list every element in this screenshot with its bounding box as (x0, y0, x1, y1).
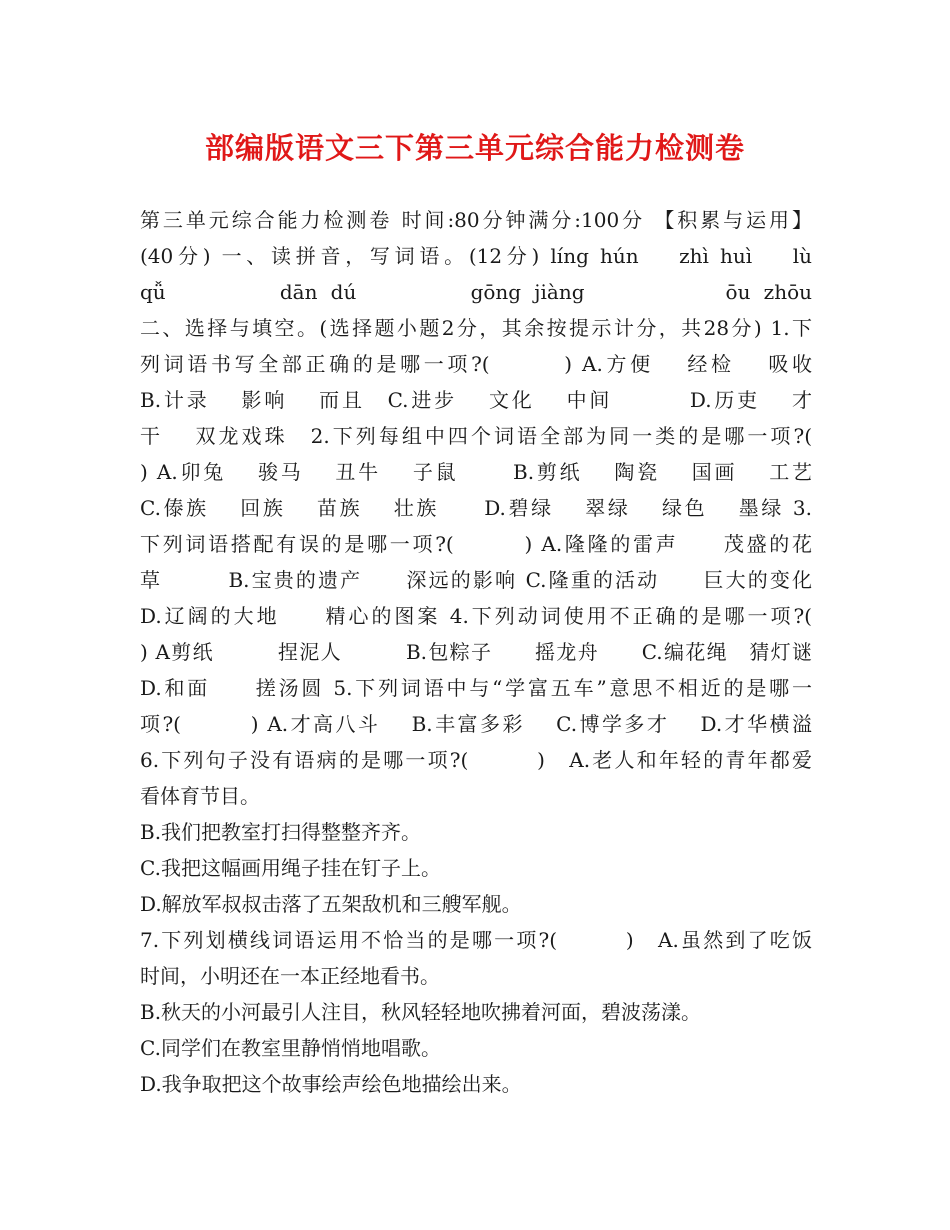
text-line: B.我们把教室打扫得整整齐齐。 (140, 820, 422, 844)
text-line: D.我争取把这个故事绘声绘色地描绘出来。 (140, 1072, 522, 1096)
text-line: 干 双龙戏珠 2.下列每组中四个词语全部为同一类的是哪一项?( (140, 424, 812, 448)
text-line: 第三单元综合能力检测卷 时间:80分钟满分:100分 【积累与运用】 (140, 208, 812, 232)
text-line: 下列词语搭配有误的是哪一项?( ) A.隆隆的雷声 茂盛的花 (140, 532, 812, 556)
text-line: D.辽阔的大地 精心的图案 4.下列动词使用不正确的是哪一项?( (140, 604, 812, 628)
text-line: 6.下列句子没有语病的是哪一项?( ) A.老人和年轻的青年都爱 (140, 748, 812, 772)
text-line: ) A.卯兔 骏马 丑牛 子鼠 B.剪纸 陶瓷 国画 工艺 (140, 460, 812, 484)
text-line: 列词语书写全部正确的是哪一项?( ) A.方便 经检 吸收 (140, 352, 812, 376)
text-line: ) A剪纸 捏泥人 B.包粽子 摇龙舟 C.编花绳 猜灯谜 (140, 640, 812, 664)
text-line: 7.下列划横线词语运用不恰当的是哪一项?( ) A.虽然到了吃饭 (140, 928, 812, 952)
text-line: C.同学们在教室里静悄悄地唱歌。 (140, 1036, 441, 1060)
text-line: B.秋天的小河最引人注目，秋风轻轻地吹拂着河面，碧波荡漾。 (140, 1000, 702, 1024)
text-line: 看体育节目。 (140, 784, 260, 808)
text-line: D.和面 搓汤圆 5.下列词语中与“学富五车”意思不相近的是哪一 (140, 676, 812, 700)
text-line: C.我把这幅画用绳子挂在钉子上。 (140, 856, 441, 880)
text-line: (40分) 一、读拼音，写词语。(12分) líng hún zhì huì lù (140, 244, 812, 268)
text-line: B.计录 影响 而且 C.进步 文化 中间 D.历吏 才 (140, 388, 812, 412)
text-line: 项?( ) A.才高八斗 B.丰富多彩 C.博学多才 D.才华横溢 (140, 712, 812, 736)
text-line: 草 B.宝贵的遗产 深远的影响 C.隆重的活动 巨大的变化 (140, 568, 812, 592)
text-line: 二、选择与填空。(选择题小题2分，其余按提示计分，共28分) 1.下 (140, 316, 812, 340)
text-line: C.傣族 回族 苗族 壮族 D.碧绿 翠绿 绿色 墨绿 3. (140, 496, 812, 520)
text-line: 时间，小明还在一本正经地看书。 (140, 964, 440, 988)
text-line: D.解放军叔叔击落了五架敌机和三艘军舰。 (140, 892, 522, 916)
text-line: qǚ dān dú gōng jiàng ōu zhōu (140, 280, 812, 304)
document-title: 部编版语文三下第三单元综合能力检测卷 (204, 131, 745, 165)
